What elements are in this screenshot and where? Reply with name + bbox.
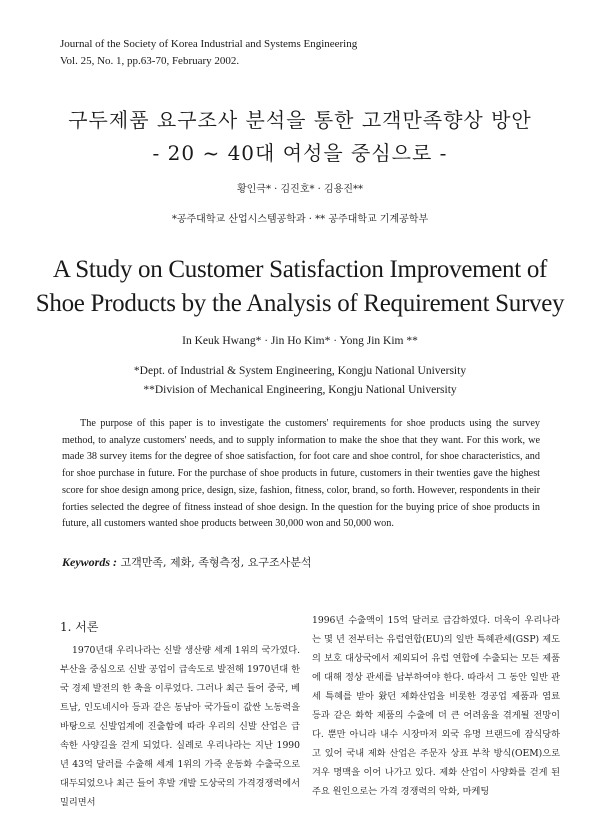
- journal-header: [60, 36, 357, 70]
- korean-authors: 황인극* · 김진호* · 김용진**: [236, 184, 363, 195]
- body-column-left: [60, 641, 300, 812]
- keywords-label: Keywords :: [62, 555, 117, 569]
- journal-name: Journal of the Society of Korea Industrial and Systems Engineering: [60, 38, 358, 50]
- korean-title-line2: - 20 ~ 40대 여성을 중심으로 -: [152, 141, 448, 165]
- korean-affiliations: *공주대학교 산업시스템공학과 · ** 공주대학교 기계공학부: [171, 214, 429, 225]
- body-column-right: [312, 611, 560, 801]
- english-title-line2: Shoe Products by the Analysis of Requirement Survey: [35, 290, 565, 317]
- section-heading: 1. 서론: [60, 620, 99, 634]
- abstract: [62, 416, 540, 533]
- korean-title-line1: 구두제품 요구조사 분석을 통한 고객만족향상 방안: [68, 108, 532, 132]
- body-paragraph-left: 1970년대 우리나라는 신발 생산량 세계 1위의 국가였다. 부산을 중심으로 신발 공업이 급속도로 발전해 1970년대 한국 경제 발전의 한 축을 이루었다. 그러나 최근 들어 중국, 베트남, 인도네시아 등과 같은 동남아 국가들이 값싼 노동력을 바탕으로 신발업계에 진출함에 따라 우리의 신발 산업은 급속한 사양길을 걷게 되었다. 실례로 우리나라는 지난 1990년 43억 달러를 수출해 세계 1위의 가죽 운동화 수출국으로 대두되었으나 최근 들어 후발 개발 도상국의 가격경쟁력에서 밀리면서: [60, 645, 300, 808]
- keywords-text: 고객만족, 제화, 족형측정, 요구조사분석: [120, 556, 312, 569]
- english-title-line1: A Study on Customer Satisfaction Improvement of: [52, 256, 548, 283]
- english-authors: In Keuk Hwang* · Jin Ho Kim* · Yong Jin Kim **: [182, 335, 418, 347]
- abstract-text: The purpose of this paper is to investigate the customers' requirements for shoe products using the survey method, to analyze customers' needs, and to supply information to make the shoe that they want. For this work, we made 38 survey items for the degree of shoe satisfaction, for foot care and shoe control, for shoe characteristics, and for shoe purchase in future. For the purchase of shoe products in future, customers in their twenties gave the highest score for shoe design among price, design, size, fashion, fitness, color, brand, so forth. However, respondents in their forties selected the degree of fitness instead of shoe design. In the question for the buying price of shoe products in future, all customers wanted shoe products between 30,000 won and 50,000 won.: [62, 418, 540, 530]
- keywords: [62, 554, 312, 570]
- english-affiliation-1: *Dept. of Industrial & System Engineering, Kongju National University: [133, 365, 467, 377]
- english-affiliation-2: **Division of Mechanical Engineering, Kongju National University: [143, 384, 457, 396]
- journal-volume: Vol. 25, No. 1, pp.63-70, February 2002.: [60, 55, 240, 67]
- body-paragraph-right: 1996년 수출액이 15억 달러로 급감하였다. 더욱이 우리나라는 몇 년 전부터는 유럽연합(EU)의 일반 특혜관세(GSP) 제도의 보호 대상국에서 제외되어 유럽 연합에 수출되는 모든 제품에 대해 정상 관세를 납부하여야 한다. 따라서 그 동안 일반 관세 특혜를 받아 왔던 제화산업을 비롯한 경공업 제품과 염료 등과 같은 화학 제품의 수출에 더 큰 어려움을 겪게될 전망이다. 뿐만 아니라 내수 시장마저 외국 유명 브랜드에 잠식당하고 있어 국내 제화 산업은 주문자 상표 부착 방식(OEM)으로 겨우 명맥을 이어 나가고 있다. 제화 산업이 사양화를 걷게 된 주요 원인으로는 가격 경쟁력의 악화, 마케팅: [312, 615, 560, 797]
